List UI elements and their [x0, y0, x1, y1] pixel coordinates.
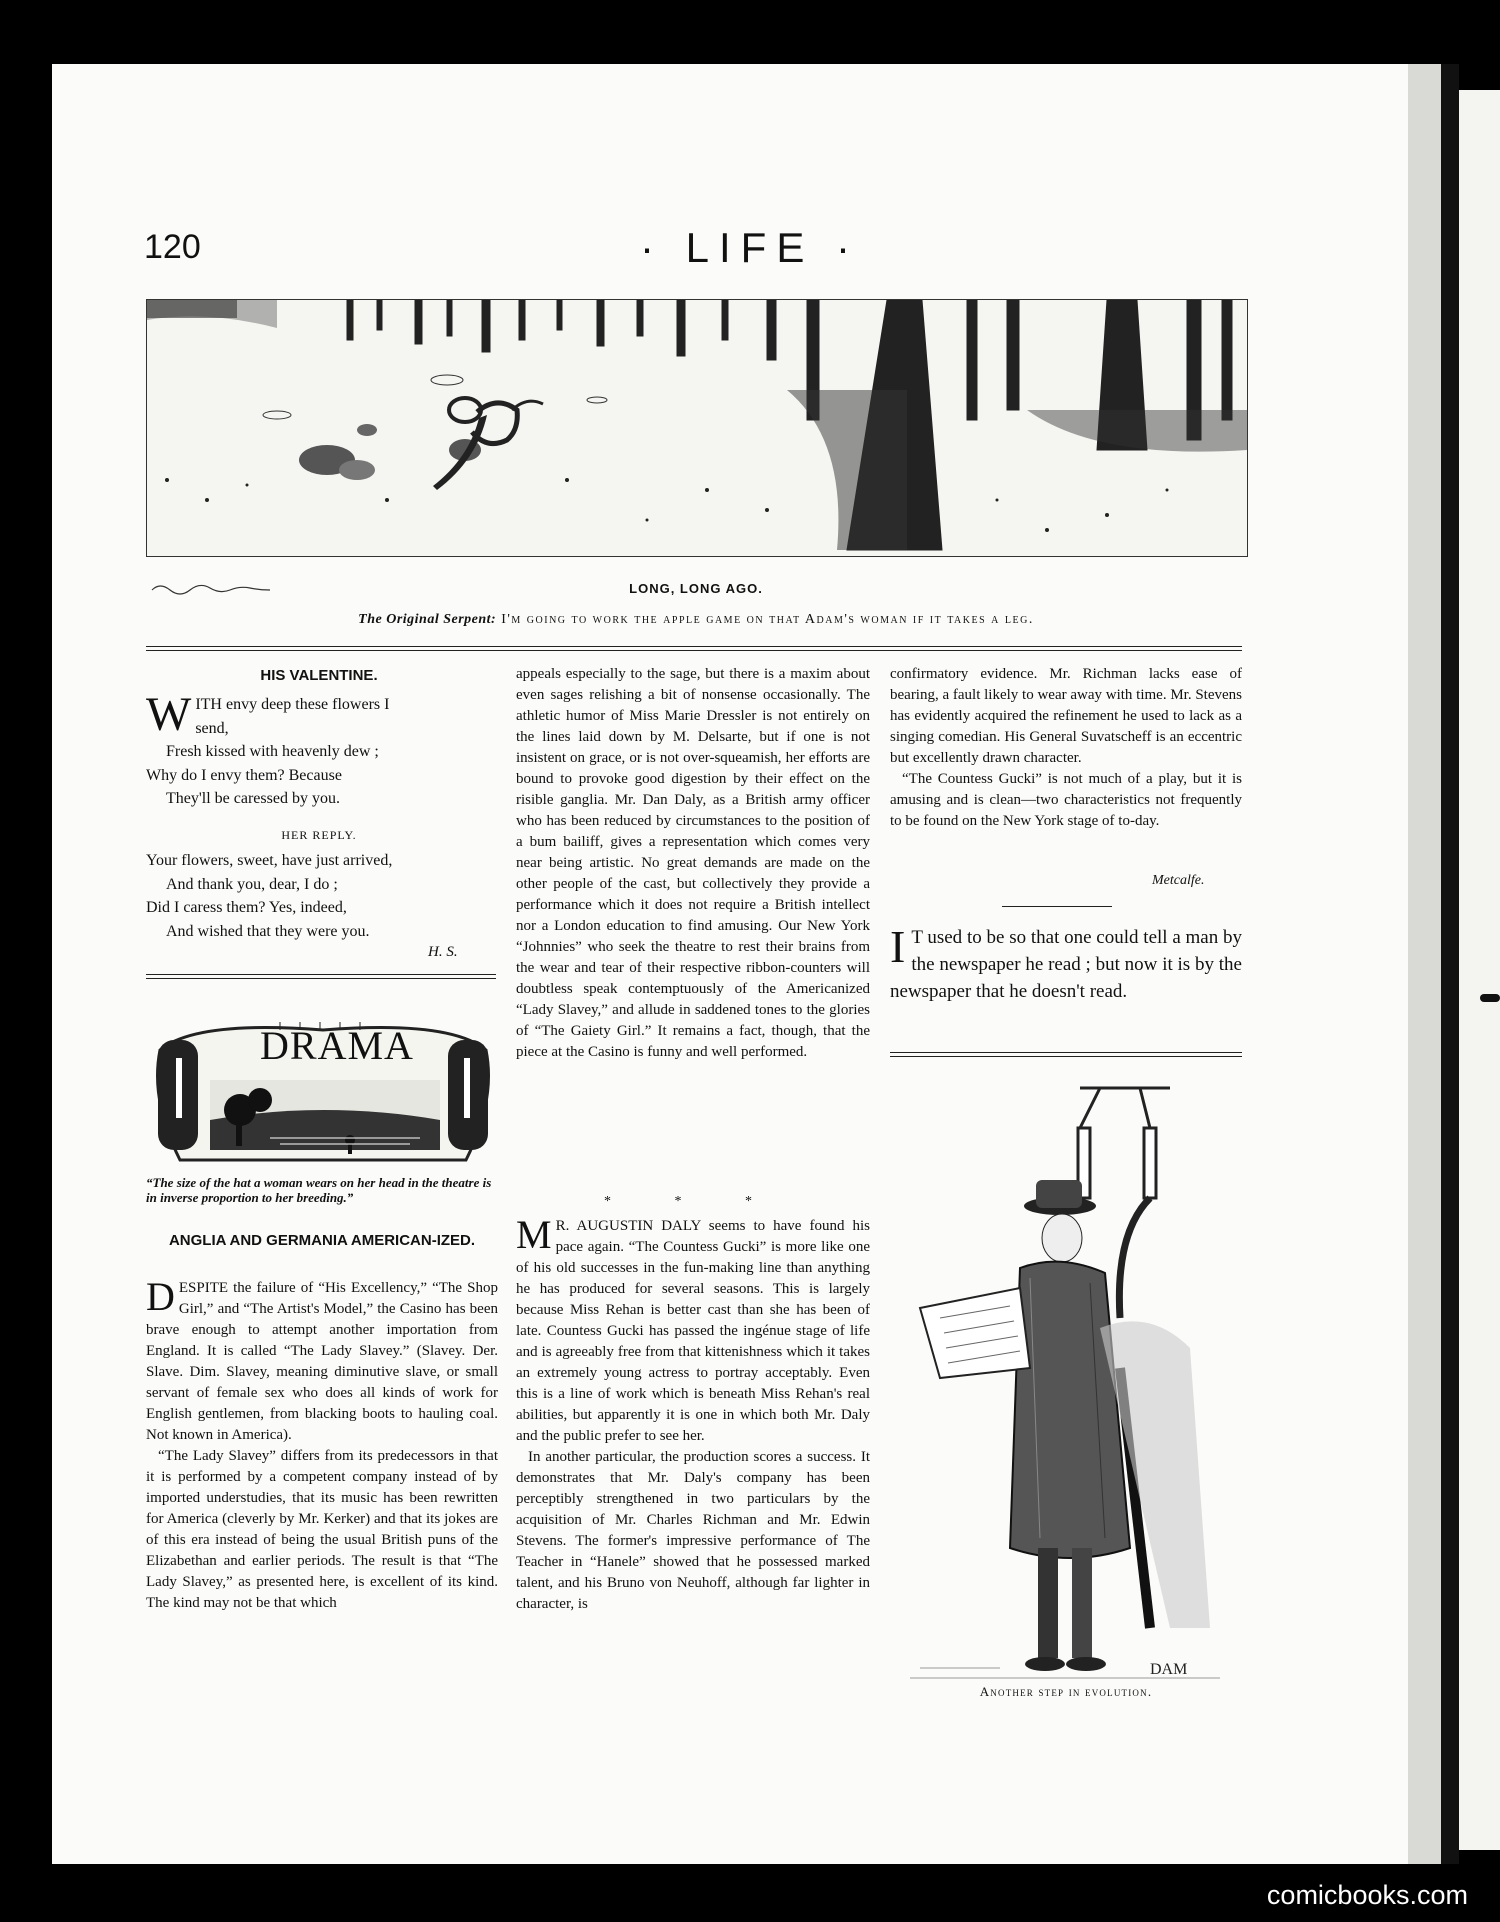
short-divider [1002, 906, 1112, 907]
poem-signature: H. S. [428, 944, 458, 960]
poem-line: They'll be caressed by you. [166, 790, 340, 807]
drama-banner-label: DRAMA [260, 1023, 414, 1068]
cartoon-signature: DAM [1150, 1661, 1188, 1678]
facing-page-edge [1459, 90, 1500, 1850]
poem-line: send, [195, 719, 229, 737]
article-dropcap: D [146, 1274, 175, 1319]
caption-text: I'm going to work the apple game on that Adam's woman if it takes a leg. [501, 612, 1034, 627]
article-paragraph: “The Countess Gucki” is not much of a play, but it is amusing and is clean—two characteristics not frequently to be found on the New York stage of to-day. [890, 771, 1242, 829]
drama-banner [150, 1010, 496, 1178]
cartoon-divider [890, 1052, 1242, 1057]
illustration-caption [146, 612, 1246, 628]
article-headline: ANGLIA AND GERMANIA AMERICAN-IZED. [168, 1232, 476, 1249]
spine-shadow [1441, 64, 1459, 1864]
poem-dropcap: W [146, 688, 192, 741]
article-column-3 [890, 664, 1242, 832]
article-paragraph: appeals especially to the sage, but there is a maxim about even sages relishing a bit of nonsense occasionally. The athletic humor of Miss Marie Dressler is not entirely on the lines laid down by M. Delsarte, but if one is not insistent on grace, or is not over-squeamish, her efforts are bound to provoke good digestion by their effect on the risible ganglia. Mr. Dan Daly, as a British army officer who has been reduced by circumstances to the position of a bum bailiff, gives a representation which comes very near being artistic. No great demands are made on the other people of the cast, but collectively they provide a performance which it does not require a British intellect nor a London education to find amusing. Our New York “Johnnies” who seek the theatre to rest their brains from the wear and tear of their respective ribbon-counters will doubtless speak contemptuously of the Americanized “Lady Slavey,” and allude in saddened tones to the glories of “The Gaiety Girl.” It remains a fact, though, that the piece at the Casino is funny and well performed. [516, 666, 870, 1060]
poem-line: And wished that they were you. [166, 922, 370, 940]
poem-line: Why do I envy them? Because [146, 766, 342, 784]
section-separator: * * * [604, 1194, 782, 1209]
article-column-2 [516, 664, 870, 1063]
poem-line: Fresh kissed with heavenly dew ; [166, 743, 379, 760]
poem-divider [146, 974, 496, 979]
cartoon-illustration [900, 1068, 1230, 1688]
watermark: comicbooks.com [1266, 1880, 1468, 1910]
page-number: 120 [144, 228, 201, 266]
illustration-title: LONG, LONG AGO. [629, 581, 763, 596]
poem-stanza-2 [146, 849, 496, 943]
masthead: · LIFE · [639, 224, 860, 271]
facing-page-mark [1480, 994, 1500, 1002]
man-reading-newspaper-drawing [900, 1068, 1230, 1688]
paragrapher-text: T used to be so that one could tell a man by the newspaper he read ; but now it is by the newspaper that he doesn't read. [890, 927, 1242, 1002]
poem-title: HIS VALENTINE. [260, 667, 378, 684]
article-paragraph: In another particular, the production scores a success. It demonstrates that Mr. Daly's company has been perceptibly strengthened in two particulars by the acquisition of Mr. Charles Richman and Mr. Edwin Stevens. The former's impressive performance of The Teacher in “Hanele” showed that he possessed marked talent, and his Bruno von Neuhoff, although far lighter in character, is [516, 1449, 870, 1612]
poem-line: Your flowers, sweet, have just arrived, [146, 852, 393, 869]
paragrapher-dropcap: I [890, 921, 906, 972]
article-paragraph-text: ESPITE the failure of “His Excellency,” “The Shop Girl,” and “The Artist's Model,” the Casino has been brave enough to attempt another importation from England. It is called “The Lady Slavey.” (Slavey. Der. Slave. Dim. Slavey, meaning diminutive slave, or small servant of female sex who does all kinds of work for English gentlemen, from blacking boots to hauling coal. Not known in America). [146, 1280, 498, 1443]
forest-scene-drawing [147, 300, 1247, 556]
poem-line: Did I caress them? Yes, indeed, [146, 899, 347, 916]
paragrapher [890, 921, 1242, 1005]
poem-line: ITH envy deep these flowers I [195, 696, 390, 713]
cartoon-caption: Another step in evolution. [979, 1684, 1153, 1699]
article-dropcap: M [516, 1212, 552, 1257]
caption-speaker: The Original Serpent: [358, 612, 497, 627]
article-paragraph-text: R. AUGUSTIN DALY seems to have found his pace again. “The Countess Gucki” is more like one of his old successes in the fun-making line than anything he has produced for several seasons. This is largely because Miss Rehan is better cast than she has been of late. Countess Gucki has passed the ingénue stage of life and is agreeably free from that kittenishness which it takes an extremely young actress to portray acceptably. Even this is a line of work which is beneath Miss Rehan's real abilities, but apparently it is one in which both Mr. Daly and the public prefer to see her. [516, 1218, 870, 1444]
article-paragraph: “The Lady Slavey” differs from its predecessors in that it is performed by a competent company instead of by imported understudies, that its music has been rewritten for America (cleverly by Mr. Kerker) and that its jokes are of this era instead of being the usual British puns of the Elizabethan and earlier periods. The result is that “The Lady Slavey,” as presented here, is excellent of its kind. The kind may not be that which [146, 1448, 498, 1611]
poem-stanza-1 [146, 688, 496, 811]
article-signature: Metcalfe. [1152, 873, 1205, 888]
poem-line: And thank you, dear, I do ; [166, 875, 338, 893]
article-paragraph [516, 1212, 870, 1447]
poem-reply-heading: HER REPLY. [281, 828, 357, 842]
article-column-2b [516, 1212, 870, 1615]
top-illustration [146, 299, 1248, 557]
section-divider [146, 646, 1242, 651]
article-column-1 [146, 1274, 498, 1614]
article-paragraph: confirmatory evidence. Mr. Richman lacks ease of bearing, a fault likely to wear away with time. Mr. Stevens has evidently acquired the refinement he used to lack as a singing comedian. His General Suvatscheff is an eccentric but excellently drawn character. [890, 666, 1242, 766]
drama-caption: “The size of the hat a woman wears on her head in the theatre is in inverse proportion to her breeding.” [146, 1175, 492, 1205]
article-paragraph [146, 1274, 498, 1446]
